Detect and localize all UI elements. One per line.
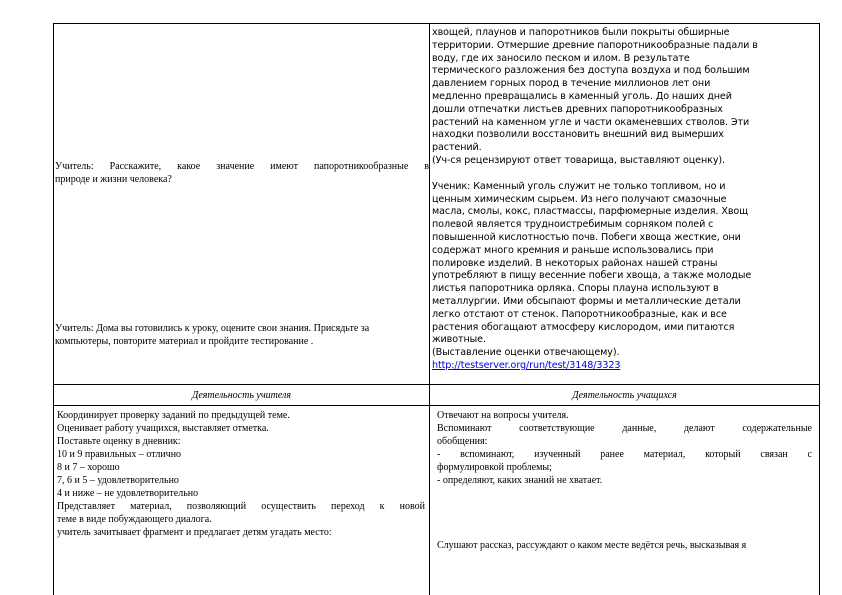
teacher-task-line-2: компьютеры, повторите материал и пройдите тестирование . [55,336,314,347]
teacher-question-line-2: природе и жизни человека? [55,174,172,185]
text-line: 8 и 7 – хорошо [57,462,120,473]
text-line: Вспоминают соответствующие данные, делают содержательные [437,423,812,434]
teacher-activity-header: Деятельность учителя [191,390,292,401]
text-line: растений. [432,142,482,154]
answer-line: повышенной кислотностью почв. Побеги хвоща жесткие, они [432,231,741,243]
text-line: - определяют, каких знаний не хватает. [437,475,603,486]
text-line: Координирует проверку заданий по предыдущей теме. [57,410,290,421]
table-right-border [819,23,820,595]
answer-line: полировке изделий. В некоторых районах нашей страны [432,257,718,269]
text-line: формулировкой проблемы; [437,462,552,473]
text-line: находки позволили восстановить внешний вид вымерших [432,129,724,141]
text-line: давлением горных пород в течение миллионов лет они [432,78,711,90]
answer-line: (Выставление оценки отвечающему). [432,347,620,359]
row-divider-1 [53,384,820,385]
answer-line: металлургии. Ими обсыпают формы и металлические детали [432,295,741,307]
answer-line: листья папоротника орляка. Споры плауна используют в [432,283,719,295]
text-line: Оценивает работу учащихся, выставляет отметка. [57,423,269,434]
teacher-question-cell [55,160,429,186]
row-divider-2 [53,405,820,406]
student-activity-header: Деятельность учащихся [572,390,677,401]
text-line: 4 и ниже – не удовлетворительно [57,488,199,499]
text-line: обобщения: [437,436,488,447]
text-line: Поставьте оценку в дневник: [57,436,181,447]
answer-line: полевой является трудноистребимым сорняком полей с [432,219,714,231]
text-line: Слушают рассказ, рассуждают о каком месте ведётся речь, высказывая я [437,540,747,551]
text-line: учитель зачитывает фрагмент и предлагает детям угадать место: [57,527,332,538]
text-line: дошли отпечатки листьев древних папоротникообразных [432,103,723,115]
teacher-activity-cell [57,409,425,539]
answer-line: растения обогащают атмосферу кислородом, ими питаются [432,321,735,333]
text-line: (Уч-ся рецензируют ответ товарища, выставляют оценку). [432,154,725,166]
answer-line: масла, смолы, кокс, пластмассы, парфюмерные изделия. Хвощ [432,206,749,218]
text-line: термического разложения без доступа воздуха и под большим [432,65,750,77]
text-line: - вспоминают, изученный ранее материал, который связан с [437,449,812,460]
text-line: воду, где их заносило песком и илом. В результате [432,52,690,64]
answer-line: употребляют в пищу весенние побеги хвоща, а также молодые [432,270,752,282]
test-link[interactable]: http://testserver.org/run/test/3148/3323 [432,359,621,371]
teacher-question-line-1: Учитель: Расскажите, какое значение имеют папоротникообразные в [55,161,429,172]
table-mid-border [429,23,430,595]
text-line: Представляет материал, позволяющий осуществить переход к новой [57,501,425,512]
text-line: 10 и 9 правильных – отлично [57,449,182,460]
text-line: медленно превращались в каменный уголь. До наших дней [432,90,732,102]
student-answer-cell [432,27,819,373]
student-activity-cell [437,409,812,487]
teacher-task-cell [55,322,429,348]
text-line: растений на каменном угле и части окаменевших стволов. Эти [432,116,750,128]
table-top-border [53,23,820,24]
answer-line: содержат много кремния и раньше использовались при [432,244,714,256]
text-line: территории. Отмершие древние папоротникообразные падали в [432,39,758,51]
text-line: Отвечают на вопросы учителя. [437,410,569,421]
answer-line: животные. [432,334,486,346]
student-activity-last-line [437,539,817,552]
text-line: хвощей, плаунов и папоротников были покрыты обширные [432,27,730,38]
answer-line: ценным химическим сырьем. Из него получают смазочные [432,193,727,205]
text-line: 7, 6 и 5 – удовлетворительно [57,475,179,486]
answer-line: легко отстают от стенок. Папоротникообразные, как и все [432,308,727,320]
text-line: теме в виде побуждающего диалога. [57,514,212,525]
table-left-border [53,23,54,595]
teacher-task-line-1: Учитель: Дома вы готовились к уроку, оцените свои знания. Присядьте за [55,323,370,334]
spacer [432,168,819,181]
answer-line: Ученик: Каменный уголь служит не только топливом, но и [432,180,726,192]
